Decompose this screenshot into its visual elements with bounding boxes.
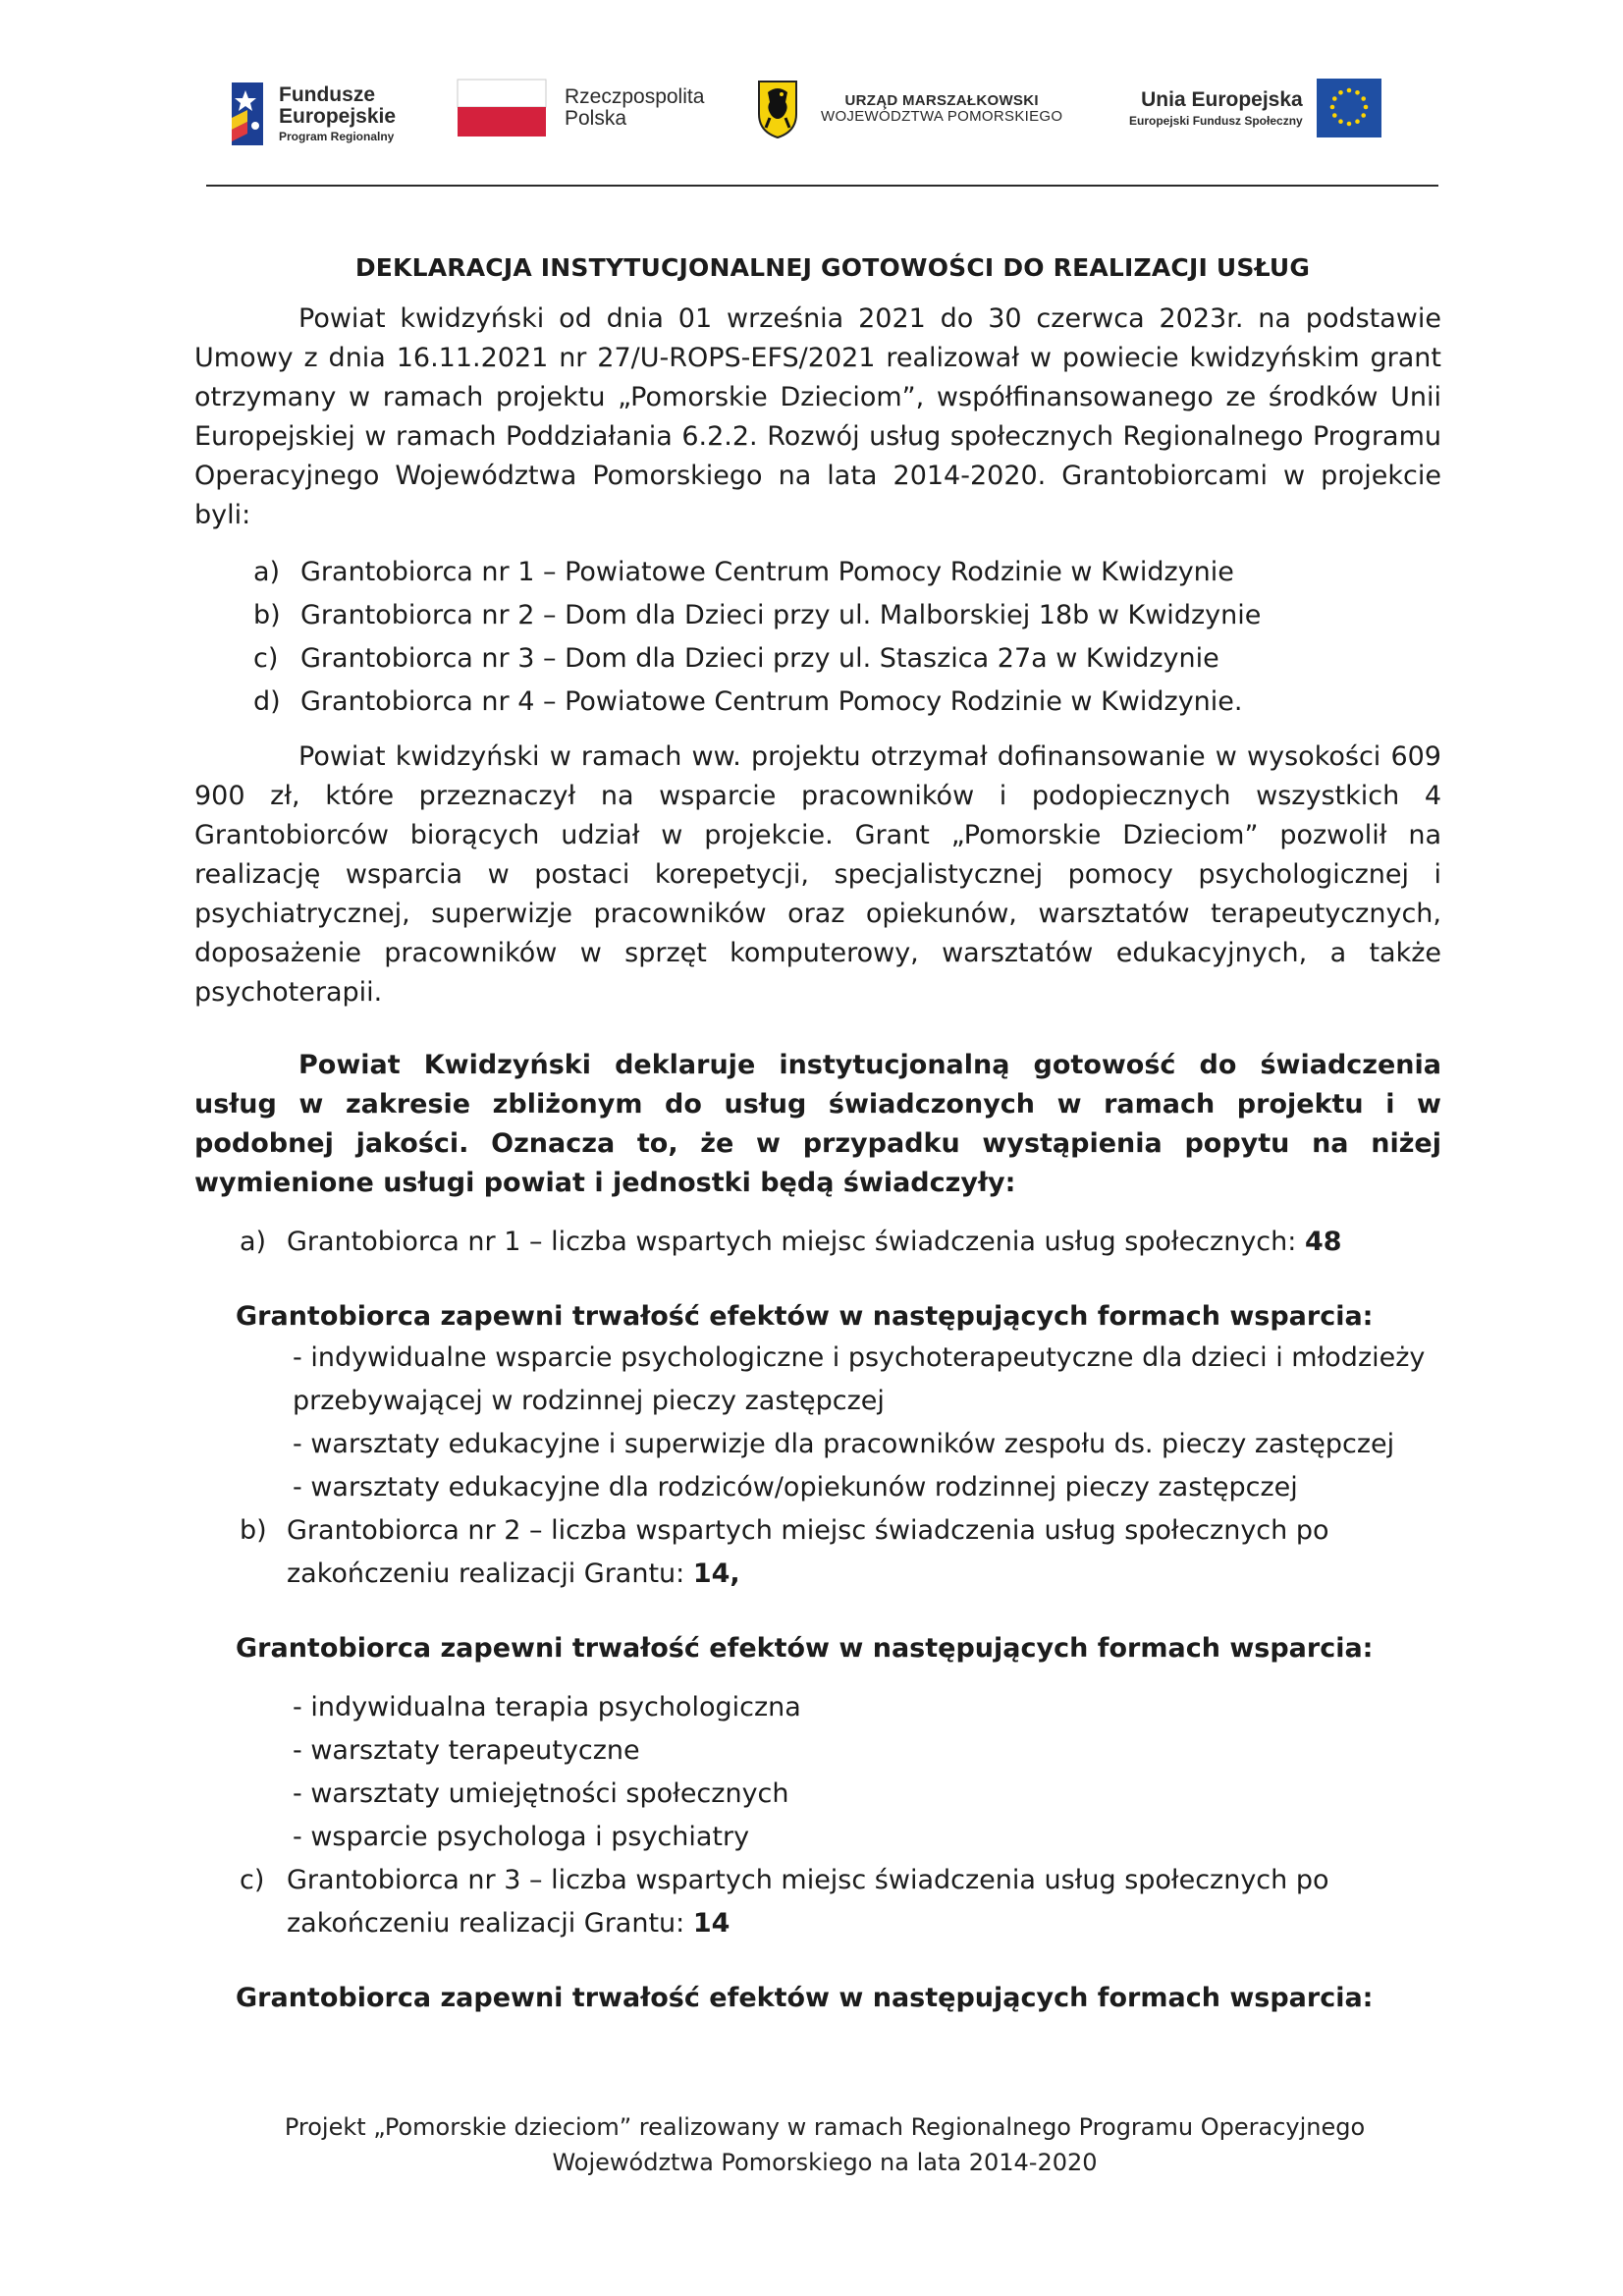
- eu-flag-icon: [1317, 79, 1381, 137]
- list-item: - warsztaty edukacyjne i superwizje dla pracowników zespołu ds. pieczy zastępczej: [293, 1429, 1395, 1459]
- footer-line1: Projekt „Pomorskie dzieciom” realizowany w ramach Regionalnego Programu Operacyjnego: [284, 2113, 1366, 2141]
- service-item-value: 14: [692, 1908, 730, 1939]
- list-marker: a): [240, 1227, 267, 1257]
- service-item-a: [240, 1221, 1441, 1264]
- list-marker: b): [240, 1515, 267, 1546]
- forms-list-b: [293, 1686, 1441, 1859]
- list-item: - warsztaty umiejętności społecznych: [293, 1778, 789, 1809]
- service-item-value: 48: [1304, 1227, 1342, 1257]
- list-item: [253, 681, 1441, 724]
- service-item-b: [240, 1509, 1441, 1596]
- list-item: [253, 594, 1441, 637]
- declaration-paragraph: [194, 1046, 1441, 1203]
- ue-logo-line2: Europejski Fundusz Społeczny: [1129, 113, 1303, 128]
- list-marker: c): [253, 643, 279, 674]
- services-list-b: [240, 1509, 1441, 1596]
- declaration-text: Powiat Kwidzyński deklaruje instytucjonalną gotowość do świadczenia usług w zakresie zbliżonym do usług świadczonych w ramach projektu i w podobnej jakości. Oznacza to, że w przypadku wystąpienia popytu na niżej wymienione usługi powiat i jednostki będą świadczyły:: [194, 1050, 1441, 1198]
- list-item-text: Grantobiorca nr 3 – Dom dla Dzieci przy ul. Staszica 27a w Kwidzynie: [300, 643, 1219, 674]
- list-item: - warsztaty edukacyjne dla rodziców/opiekunów rodzinnej pieczy zastępczej: [293, 1472, 1298, 1503]
- list-marker: d): [253, 686, 281, 717]
- document-body: [194, 253, 1441, 2018]
- list-marker: b): [253, 600, 281, 630]
- intro-paragraph: Powiat kwidzyński od dnia 01 września 2021 do 30 czerwca 2023r. na podstawie Umowy z dnia 16.11.2021 nr 27/U-ROPS-EFS/2021 realizował w powiecie kwidzyńskim grant otrzymany w ramach projektu „Pomorskie Dzieciom”, współfinansowanego ze środków Unii Europejskiej w ramach Poddziałania 6.2.2. Rozwój usług społecznych Regionalnego Programu Operacyjnego Województwa Pomorskiego na lata 2014-2020. Grantobiorcami w projekcie byli:: [194, 303, 1441, 530]
- list-item: - wsparcie psychologa i psychiatry: [293, 1822, 750, 1852]
- list-item: [253, 637, 1441, 681]
- rp-logo-line1: Rzeczpospolita: [565, 84, 705, 108]
- forms-heading-a: Grantobiorca zapewni trwałość efektów w następujących formach wsparcia:: [236, 1301, 1374, 1332]
- logo-bar: [206, 69, 1438, 177]
- um-logo-line2: WOJEWÓDZTWA POMORSKIEGO: [821, 108, 1063, 125]
- service-item-text: Grantobiorca nr 3 – liczba wspartych miejsc świadczenia usług społecznych po zakończeniu realizacji Grantu:: [287, 1865, 1329, 1939]
- services-list-c: [240, 1859, 1441, 1945]
- fe-logo-line1: Fundusze: [279, 83, 375, 107]
- forms-heading-b: Grantobiorca zapewni trwałość efektów w następujących formach wsparcia:: [236, 1633, 1374, 1664]
- list-item: - warsztaty terapeutyczne: [293, 1735, 640, 1766]
- forms-heading-c: Grantobiorca zapewni trwałość efektów w następujących formach wsparcia:: [236, 1983, 1374, 2013]
- service-item-value: 14,: [692, 1558, 740, 1589]
- page-footer: [196, 2109, 1453, 2180]
- list-item: - indywidualna terapia psychologiczna: [293, 1692, 801, 1722]
- fe-logo-line2: Europejskie: [279, 105, 397, 129]
- polish-flag-icon: [457, 79, 547, 137]
- fe-logo-line3: Program Regionalny: [279, 130, 395, 144]
- service-item-c: [240, 1859, 1441, 1945]
- service-item-text: Grantobiorca nr 2 – liczba wspartych miejsc świadczenia usług społecznych po zakończeniu realizacji Grantu:: [287, 1515, 1329, 1589]
- list-item-text: Grantobiorca nr 2 – Dom dla Dzieci przy ul. Malborskiej 18b w Kwidzynie: [300, 600, 1262, 630]
- funding-paragraph: Powiat kwidzyński w ramach ww. projektu otrzymał dofinansowanie w wysokości 609 900 zł, które przeznaczył na wsparcie pracowników i podopiecznych wszystkich 4 Grantobiorców biorących udział w projekcie. Grant „Pomorskie Dzieciom” pozwolił na realizację wsparcia w postaci korepetycji, specjalistycznej pomocy psychologicznej i psychiatrycznej, superwizje pracowników oraz opiekunów, warsztatów terapeutycznych, doposażenie pracowników w sprzęt komputerowy, warsztatów edukacyjnych, a także psychoterapii.: [194, 741, 1441, 1008]
- rzeczpospolita-polska-logo: [457, 79, 704, 137]
- service-item-text: Grantobiorca nr 1 – liczba wspartych miejsc świadczenia usług społecznych:: [287, 1227, 1305, 1257]
- footer-line2: Województwa Pomorskiego na lata 2014-2020: [552, 2149, 1098, 2176]
- ue-logo-line1: Unia Europejska: [1141, 87, 1303, 111]
- header-divider: [206, 185, 1438, 187]
- fundusze-europejskie-logo: [226, 79, 396, 149]
- pomorskie-coat-of-arms-icon: [756, 79, 799, 139]
- forms-list-a: [293, 1337, 1441, 1509]
- list-marker: a): [253, 557, 281, 587]
- grantees-list: [253, 551, 1441, 724]
- services-list: [240, 1221, 1441, 1264]
- list-item-text: Grantobiorca nr 4 – Powiatowe Centrum Pomocy Rodzinie w Kwidzynie.: [300, 686, 1243, 717]
- um-logo-line1: URZĄD MARSZAŁKOWSKI: [844, 92, 1039, 110]
- list-item: - indywidualne wsparcie psychologiczne i psychoterapeutyczne dla dzieci i młodzieży przebywającej w rodzinnej pieczy zastępczej: [293, 1342, 1426, 1416]
- list-item: [253, 551, 1441, 594]
- urzad-marszalkowski-logo: [756, 79, 1062, 139]
- document-title: DEKLARACJA INSTYTUCJONALNEJ GOTOWOŚCI DO REALIZACJI USŁUG: [354, 253, 1311, 282]
- unia-europejska-logo: [1129, 79, 1381, 137]
- fundusze-europejskie-emblem-icon: [226, 79, 267, 149]
- list-item-text: Grantobiorca nr 1 – Powiatowe Centrum Pomocy Rodzinie w Kwidzynie: [300, 557, 1234, 587]
- rp-logo-line2: Polska: [565, 107, 627, 130]
- list-marker: c): [240, 1865, 265, 1895]
